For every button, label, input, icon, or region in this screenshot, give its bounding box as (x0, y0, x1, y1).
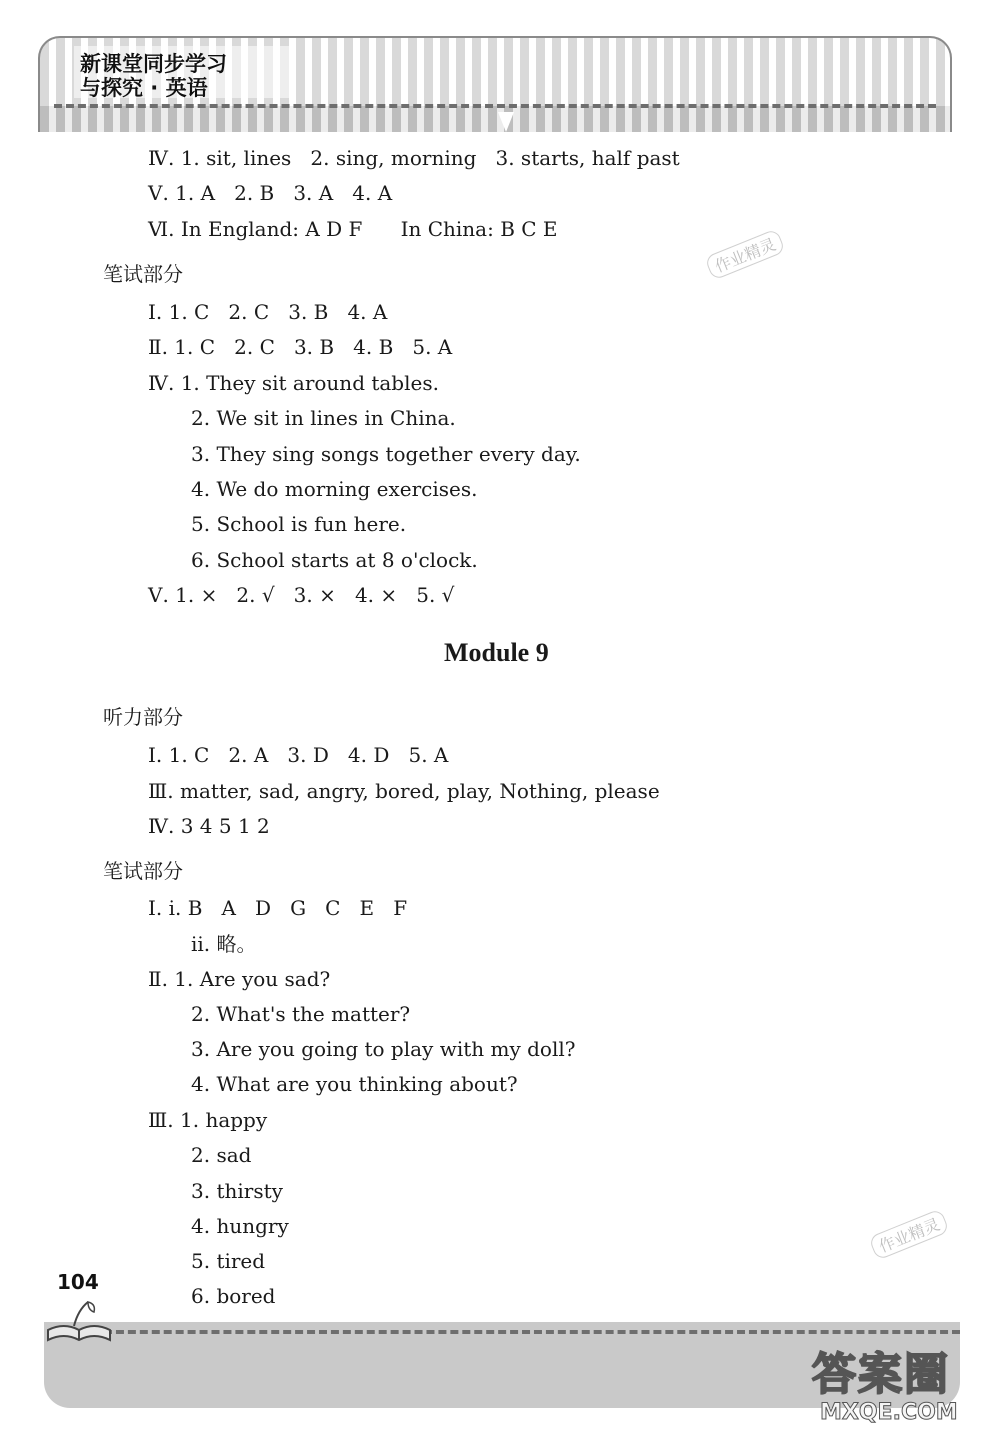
answer-line: 3. They sing songs together every day. (191, 442, 581, 466)
book-title-line2: 与探究 · 英语 (80, 76, 208, 100)
answer-line: Ⅱ. 1. C 2. C 3. B 4. B 5. A (148, 335, 453, 359)
answer-line: Ⅵ. In England: A D F In China: B C E (148, 217, 558, 241)
answer-line: 2. What's the matter? (191, 1002, 411, 1026)
section-heading-written: 笔试部分 (103, 859, 183, 883)
site-logo (812, 1338, 962, 1430)
answer-line: 2. We sit in lines in China. (191, 406, 456, 430)
page-number: 104 (57, 1270, 99, 1294)
page-header-band (38, 36, 952, 132)
watermark-stamp: 作业精灵 (868, 1208, 950, 1260)
answer-line: Ⅴ. 1. A 2. B 3. A 4. A (148, 181, 393, 205)
answer-line: 5. School is fun here. (191, 512, 407, 536)
header-shade (40, 106, 950, 132)
site-logo-brand: 答案圈 (812, 1349, 950, 1400)
module-title: Module 9 (444, 638, 549, 667)
section-heading-written: 笔试部分 (103, 262, 183, 286)
answer-line: Ⅰ. 1. C 2. C 3. B 4. A (148, 300, 388, 324)
answer-line: Ⅲ. matter, sad, angry, bored, play, Nothing, please (148, 779, 660, 803)
answer-line: 4. We do morning exercises. (191, 477, 478, 501)
answer-line: 4. What are you thinking about? (191, 1072, 518, 1096)
answer-line: Ⅲ. 1. happy (148, 1108, 268, 1132)
book-title-line1: 新课堂同步学习 (80, 52, 227, 76)
header-notch (498, 112, 514, 132)
answer-line: Ⅳ. 1. They sit around tables. (148, 371, 439, 395)
answer-line: 3. Are you going to play with my doll? (191, 1037, 576, 1061)
answer-line: 4. hungry (191, 1214, 289, 1238)
answer-line: 3. thirsty (191, 1179, 283, 1203)
answer-line: 6. School starts at 8 o'clock. (191, 548, 478, 572)
answer-line: 5. tired (191, 1249, 266, 1273)
answer-line: Ⅱ. 1. Are you sad? (148, 967, 331, 991)
section-heading-listening: 听力部分 (103, 705, 183, 729)
answer-line: ii. 略。 (191, 932, 257, 956)
answer-line: Ⅴ. 1. × 2. √ 3. × 4. × 5. √ (148, 583, 455, 607)
footer-dashed-rule (104, 1330, 960, 1334)
answer-line: Ⅰ. i. B A D G C E F (148, 896, 408, 920)
site-logo-domain: MXQE.COM (820, 1400, 958, 1425)
header-dashed-rule (54, 104, 936, 108)
watermark-stamp: 作业精灵 (704, 228, 786, 280)
answer-line: Ⅳ. 1. sit, lines 2. sing, morning 3. starts, half past (148, 146, 680, 170)
answer-line: Ⅳ. 3 4 5 1 2 (148, 814, 270, 838)
answer-line: 2. sad (191, 1143, 252, 1167)
answer-line: 6. bored (191, 1284, 276, 1308)
open-book-icon (44, 1296, 114, 1346)
answer-line: Ⅰ. 1. C 2. A 3. D 4. D 5. A (148, 743, 449, 767)
